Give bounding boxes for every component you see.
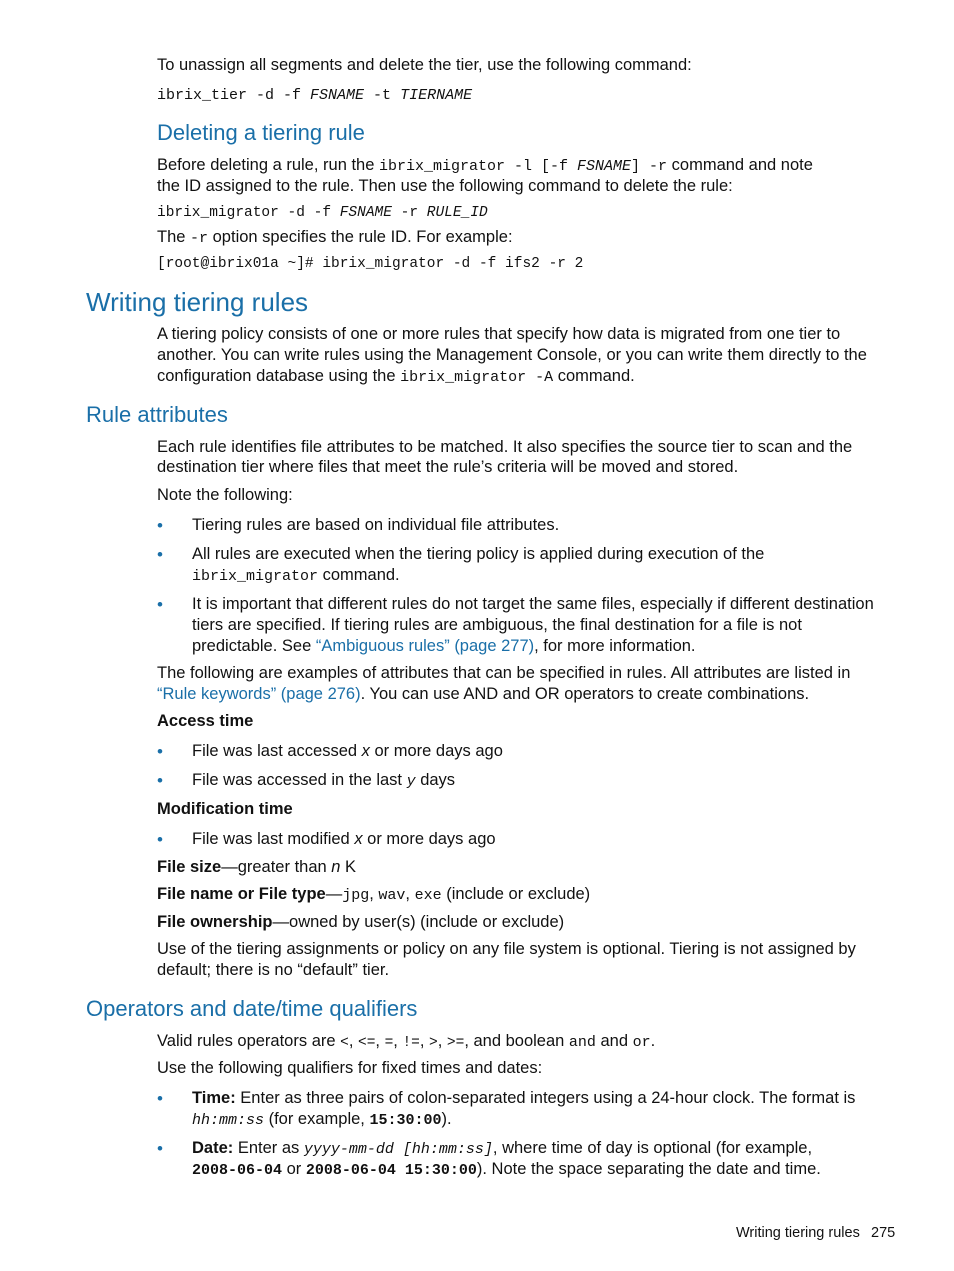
writing-line2: another. You can write rules using the Management Console, or you can write them directly to the [157,346,867,364]
date-bullet-line1: Date: Enter as yyyy-mm-dd [hh:mm:ss], where time of day is optional (for example, [192,1139,813,1158]
attr-bullet-3-line1: It is important that different rules do not target the same files, especially if different destination [192,595,874,613]
examples-line2: “Rule keywords” (page 276). You can use AND and OR operators to create combinations. [157,685,810,703]
bullet-icon: • [157,595,163,614]
bullet-icon: • [157,1139,163,1158]
optional-line2: default; there is no “default” tier. [157,961,390,979]
operators-line: Valid rules operators are <, <=, =, !=, >, >=, and boolean and and or. [157,1032,656,1051]
file-size-line: File size—greater than n K [157,858,357,876]
rule-keywords-link[interactable]: “Rule keywords” (page 276) [157,685,361,703]
intro-text: To unassign all segments and delete the tier, use the following command: [157,56,692,74]
qualifiers-intro: Use the following qualifiers for fixed times and dates: [157,1059,543,1077]
access-time-heading: Access time [157,712,254,730]
writing-line1: A tiering policy consists of one or more rules that specify how data is migrated from one tier to [157,325,841,343]
attr-bullet-3-line3: predictable. See “Ambiguous rules” (page 277), for more information. [192,637,696,655]
intro-command: ibrix_tier -d -f FSNAME -t TIERNAME [157,87,473,104]
attributes-line2: destination tier where files that meet the rule’s criteria will be moved and stored. [157,458,739,476]
heading-operators: Operators and date/time qualifiers [86,996,418,1021]
access-bullet-2: File was accessed in the last y days [192,771,456,790]
deleting-para-line1: Before deleting a rule, run the ibrix_migrator -l [-f FSNAME] -r command and note [157,156,813,175]
deleting-option-text: The -r option specifies the rule ID. For example: [157,228,513,247]
bullet-icon: • [157,742,163,761]
attr-bullet-2-line2: ibrix_migrator command. [192,566,400,585]
deleting-para-line2: the ID assigned to the rule. Then use the following command to delete the rule: [157,177,733,195]
deleting-command: ibrix_migrator -d -f FSNAME -r RULE_ID [157,205,488,221]
attributes-line1: Each rule identifies file attributes to be matched. It also specifies the source tier to scan and the [157,438,853,456]
attr-bullet-2-line1: All rules are executed when the tiering policy is applied during execution of the [192,545,765,563]
ambiguous-rules-link[interactable]: “Ambiguous rules” (page 277) [315,637,535,655]
attr-bullet-1: Tiering rules are based on individual file attributes. [192,516,560,534]
modification-time-heading: Modification time [157,800,293,818]
file-name-line: File name or File type—jpg, wav, exe (include or exclude) [157,885,591,904]
writing-line3: configuration database using the ibrix_migrator -A command. [157,367,635,386]
heading-writing-rules: Writing tiering rules [86,287,309,317]
attr-bullet-3-line2: tiers are specified. If tiering rules are ambiguous, the final destination for a file is not [192,616,802,634]
bullet-icon: • [157,1089,163,1108]
optional-line1: Use of the tiering assignments or policy on any file system is optional. Tiering is not assigned by [157,940,856,958]
access-bullet-1: File was last accessed x or more days ago [192,742,503,760]
footer-section-title: Writing tiering rules [736,1225,860,1241]
date-bullet-line2: 2008-06-04 or 2008-06-04 15:30:00). Note the space separating the date and time. [192,1160,821,1179]
modification-bullet-1: File was last modified x or more days ago [192,830,496,848]
time-bullet-line1: Time: Enter as three pairs of colon-separated integers using a 24-hour clock. The format is [192,1089,856,1107]
file-ownership-line: File ownership—owned by user(s) (include or exclude) [157,913,565,931]
bullet-icon: • [157,545,163,564]
page-number: 275 [871,1225,896,1241]
heading-rule-attributes: Rule attributes [86,402,228,427]
deleting-example: [root@ibrix01a ~]# ibrix_migrator -d -f ifs2 -r 2 [157,256,584,272]
time-bullet-line2: hh:mm:ss (for example, 15:30:00). [192,1110,452,1129]
bullet-icon: • [157,771,163,790]
attributes-note: Note the following: [157,486,293,504]
bullet-icon: • [157,830,163,849]
bullet-icon: • [157,516,163,535]
examples-line1: The following are examples of attributes that can be specified in rules. All attributes are listed in [157,664,851,682]
heading-deleting-rule: Deleting a tiering rule [157,120,365,145]
